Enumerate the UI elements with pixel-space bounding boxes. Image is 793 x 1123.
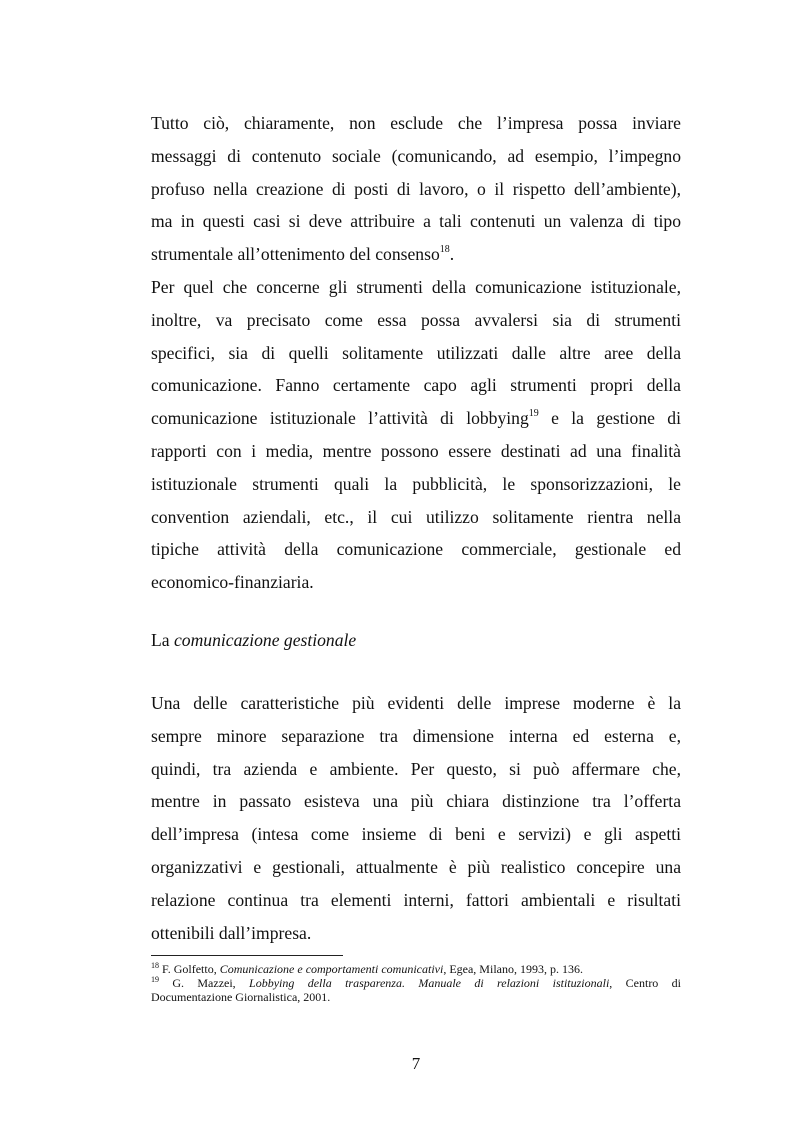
footnote-19: $^{19}$ G. Mazzei, Lobbying della trasparenza. Manuale di relazioni istituzionali, Centro di Documentazione Giornalistica, 2001. <box>151 975 681 1004</box>
text-line: profuso nella creazione di posti di lavoro, o il rispetto dell’ambiente), <box>151 178 681 199</box>
text-line: mentre in passato esisteva una più chiara distinzione tra l’offerta <box>151 791 681 812</box>
text-line: messaggi di contenuto sociale (comunicando, ad esempio, l’impegno <box>151 145 681 166</box>
text-line: strumentale all’ottenimento del consenso$^{18}$. <box>151 244 455 265</box>
paragraph-3 <box>151 687 681 949</box>
text-line: relazione continua tra elementi interni, fattori ambientali e risultati <box>151 889 681 910</box>
text-line: specifici, sia di quelli solitamente utilizzati dalle altre aree della <box>151 342 681 363</box>
text-line: dell’impresa (intesa come insieme di beni e servizi) e gli aspetti <box>151 824 681 845</box>
footnote-18: $^{18}$ F. Golfetto, Comunicazione e comportamenti comunicativi, Egea, Milano, 1993, p. 136. <box>151 961 583 976</box>
page-number: 7 <box>411 1054 421 1073</box>
text-line: ottenibili dall’impresa. <box>151 922 312 943</box>
footnote-ref-18[interactable]: 18 <box>439 244 450 256</box>
text-line: ma in questi casi si deve attribuire a tali contenuti un valenza di tipo <box>151 211 681 232</box>
text-line: sempre minore separazione tra dimensione interna ed esterna e, <box>151 725 681 746</box>
text-line: rapporti con i media, mentre possono essere destinati ad una finalità <box>151 440 681 461</box>
paragraph-1 <box>151 107 681 271</box>
section-heading: La comunicazione gestionale <box>151 630 357 650</box>
text-line: quindi, tra azienda e ambiente. Per questo, si può affermare che, <box>151 758 681 779</box>
text-line: organizzativi e gestionali, attualmente è più realistico concepire una <box>151 856 681 877</box>
text-line: comunicazione istituzionale l’attività di lobbying$^{19}$ e la gestione di <box>151 408 681 429</box>
text-line: inoltre, va precisato come essa possa avvalersi sia di strumenti <box>151 309 681 330</box>
footnote-ref-19[interactable]: 19 <box>528 408 539 420</box>
footnote-separator <box>151 955 343 956</box>
text-line: comunicazione. Fanno certamente capo agli strumenti propri della <box>151 375 681 396</box>
text-line: istituzionale strumenti quali la pubblicità, le sponsorizzazioni, le <box>151 473 681 494</box>
text-line: tipiche attività della comunicazione commerciale, gestionale ed <box>151 539 681 560</box>
text-line: Una delle caratteristiche più evidenti delle imprese moderne è la <box>151 693 681 713</box>
paragraph-2 <box>151 271 681 599</box>
text-line: convention aziendali, etc., il cui utilizzo solitamente rientra nella <box>151 506 681 527</box>
text-line: economico-finanziaria. <box>151 572 314 593</box>
footnote-number: 19 <box>151 975 159 984</box>
text-line: Per quel che concerne gli strumenti della comunicazione istituzionale, <box>151 277 681 297</box>
text-line: Tutto ciò, chiaramente, non esclude che l’impresa possa inviare <box>151 113 681 133</box>
footnote-number: 18 <box>151 961 159 970</box>
